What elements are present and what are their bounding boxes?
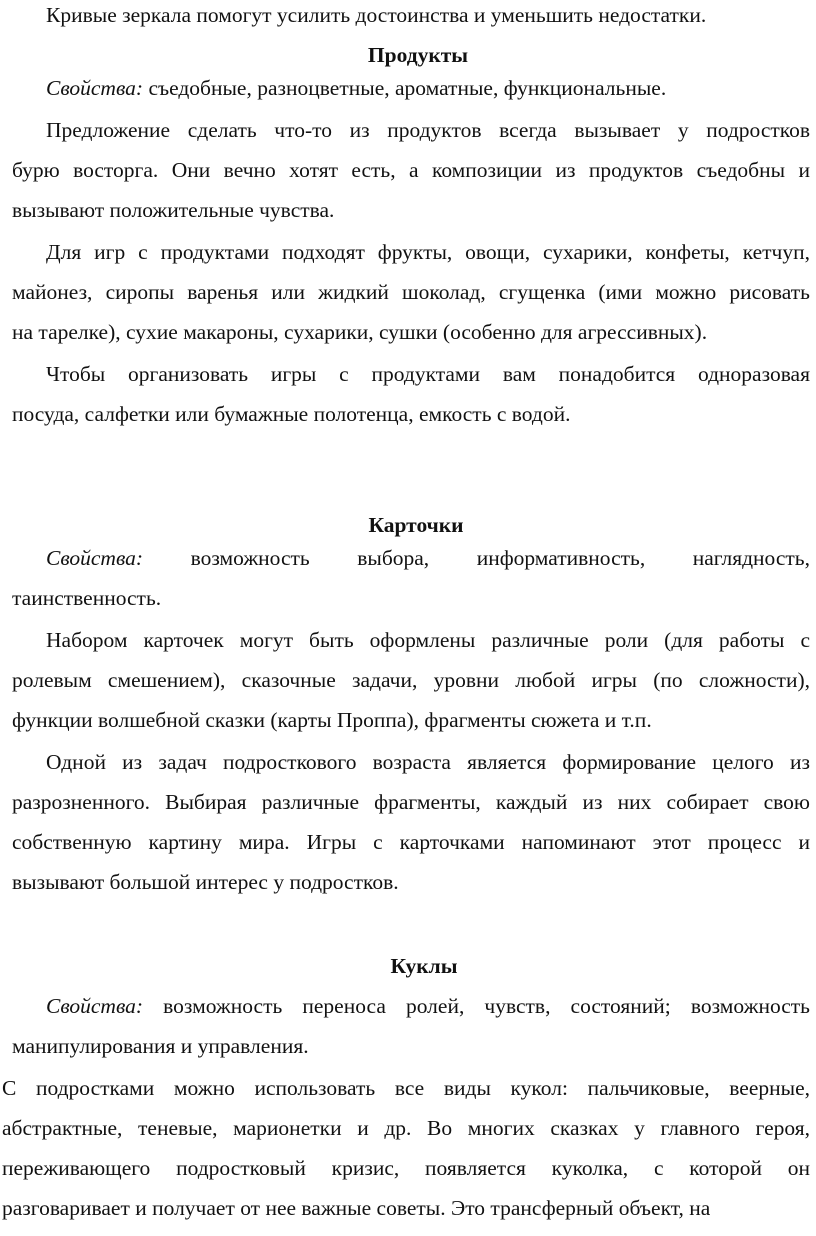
paragraph-line: Предложение сделать что-то из продуктов всегда вызывает у подростков xyxy=(46,118,811,142)
products-p2-line-3: на тарелке), сухие макароны, сухарики, сушки (особенно для агрессивных). xyxy=(12,320,708,344)
products-p1-line-2: бурю восторга. Они вечно хотят есть, а композиции из продуктов съедобны и xyxy=(12,158,810,182)
cards-properties-line-2: таинственность. xyxy=(12,586,162,610)
cards-p2-line-3: собственную картину мира. Игры с карточками напоминают этот процесс и xyxy=(12,830,810,854)
property-word: выбора, xyxy=(357,546,430,570)
property-word: наглядность, xyxy=(692,546,810,570)
property-word: информативность, xyxy=(476,546,646,570)
section-heading-products: Продукты xyxy=(367,43,469,67)
dolls-p1-line-2: абстрактные, теневые, марионетки и др. Во многих сказках у главного героя, xyxy=(2,1116,810,1140)
cards-p1-line-2: ролевым смешением), сказочные задачи, уровни любой игры (по сложности), xyxy=(12,668,810,692)
cards-p2-line-4: вызывают большой интерес у подростков. xyxy=(12,870,399,894)
products-p3-line-1: Чтобы организовать игры с продуктами вам понадобится одноразовая xyxy=(46,362,810,386)
dolls-p1-line-4: разговаривает и получает от нее важные советы. Это трансферный объект, на xyxy=(2,1196,711,1220)
properties-label: Свойства: xyxy=(46,546,144,570)
cards-p2-line-1: Одной из задач подросткового возраста является формирование целого из xyxy=(46,750,810,774)
properties-text: возможность переноса ролей, чувств, состояний; возможность xyxy=(143,994,810,1018)
dolls-p1-line-1: С подростками можно использовать все виды кукол: пальчиковые, веерные, xyxy=(2,1076,810,1100)
products-properties xyxy=(46,78,666,100)
dolls-properties-line-1 xyxy=(46,996,810,1018)
dolls-p1-line-3: переживающего подростковый кризис, появляется куколка, с которой он xyxy=(2,1156,810,1180)
section-heading-dolls: Куклы xyxy=(390,954,458,978)
products-p3-line-2: посуда, салфетки или бумажные полотенца, емкость с водой. xyxy=(12,402,571,426)
properties-label: Свойства: xyxy=(46,76,144,100)
products-p1-line-1 xyxy=(46,120,810,142)
products-p2-line-1: Для игр с продуктами подходят фрукты, овощи, сухарики, конфеты, кетчуп, xyxy=(46,240,810,264)
cards-properties-line-1 xyxy=(46,548,810,570)
products-p2-line-2: майонез, сиропы варенья или жидкий шоколад, сгущенка (ими можно рисовать xyxy=(12,280,810,304)
section-heading-cards: Карточки xyxy=(368,513,464,537)
properties-label: Свойства: xyxy=(46,994,144,1018)
property-word: возможность xyxy=(190,546,310,570)
cards-p1-line-1: Набором карточек могут быть оформлены различные роли (для работы с xyxy=(46,628,810,652)
cards-p1-line-3: функции волшебной сказки (карты Проппа), фрагменты сюжета и т.п. xyxy=(12,708,652,732)
properties-text: съедобные, разноцветные, ароматные, функциональные. xyxy=(143,76,667,100)
dolls-properties-line-2: манипулирования и управления. xyxy=(12,1034,309,1058)
cards-p2-line-2: разрозненного. Выбирая различные фрагменты, каждый из них собирает свою xyxy=(12,790,810,814)
products-p1-line-3: вызывают положительные чувства. xyxy=(12,198,335,222)
intro-line: Кривые зеркала помогут усилить достоинства и уменьшить недостатки. xyxy=(46,3,707,27)
